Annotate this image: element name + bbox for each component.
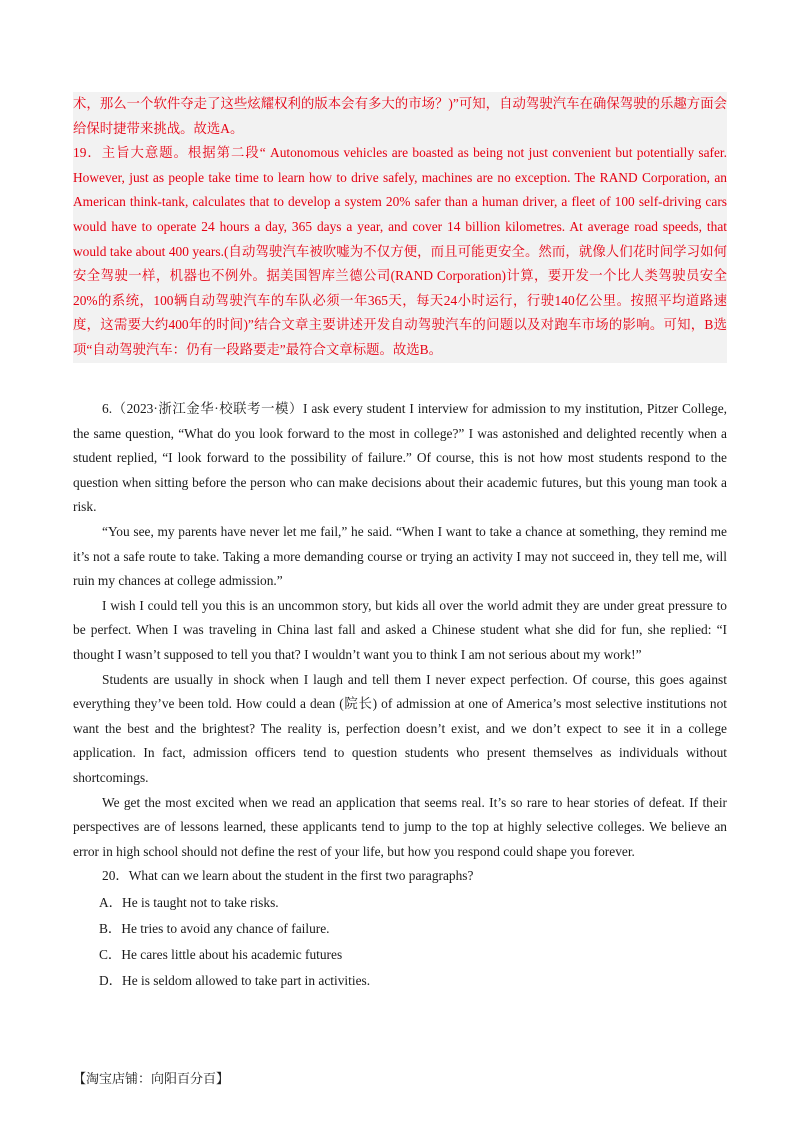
shop-footer: 【淘宝店铺：向阳百分百】 bbox=[73, 1071, 230, 1086]
answer-explanation-19: 19．主旨大意题。根据第二段“ Autonomous vehicles are boasted as being not just convenient but potentially safer. However, just as people take time to learn how to drive safely, machines are no exception. The RAND Corporation, an American think-tank, calculates that to develop a system 20% safer than a human driver, a fleet of 100 self-driving cars would have to operate 24 hours a day, 365 days a year, and cover 14 billion kilometres. At average road speeds, that would take about 400 years.(自动驾驶汽车被吹嘘为不仅方便，而且可能更安全。然而，就像人们花时间学习如何安全驾驶一样，机器也不例外。据美国智库兰德公司(RAND Corporation)计算，要开发一个比人类驾驶员安全20%的系统，100辆自动驾驶汽车的车队必须一年365天，每天24小时运行，行驶140亿公里。按照平均道路速度，这需要大约400年的时间)”结合文章主要讲述开发自动驾驶汽车的问题以及对跑车市场的影响。可知，B选项“自动驾驶汽车：仍有一段路要走”最符合文章标题。故选B。 bbox=[73, 145, 727, 357]
passage-paragraph-4: Students are usually in shock when I laugh and tell them I never expect perfection. Of course, this goes against everything they’ve been told. How could a dean (院长) of admission at one of America’s most selective institutions not want the best and the brightest? The reality is, perfection doesn’t exist, and we don’t expect to see it in a college application. In fact, admission officers tend to question students who present themselves as individuals without shortcomings. bbox=[73, 671, 727, 785]
option-c: C．He cares little about his academic futures bbox=[99, 946, 343, 962]
passage-paragraph-2: “You see, my parents have never let me fail,” he said. “When I want to take a chance at something, they remind me it’s not a safe route to take. Taking a more demanding course or trying an activity I may not succeed in, they tell me, will ruin my chances at college admission.” bbox=[73, 523, 727, 589]
answer-explanation-box bbox=[73, 92, 727, 363]
passage-paragraph-5: We get the most excited when we read an application that seems real. It’s so rare to hear stories of defeat. If their perspectives are of lessons learned, these applicants tend to jump to the top at highly selective colleges. We believe an error in high school should not define the rest of your life, but how you respond could shape you forever. bbox=[73, 794, 727, 859]
reading-passage bbox=[73, 397, 727, 994]
option-d: D．He is seldom allowed to take part in activities. bbox=[99, 972, 371, 988]
question-stem: 20．What can we learn about the student in the first two paragraphs? bbox=[102, 868, 474, 884]
option-b: B．He tries to avoid any chance of failure. bbox=[99, 920, 330, 936]
passage-paragraph-3: I wish I could tell you this is an uncommon story, but kids all over the world admit they are under great pressure to be perfect. When I was traveling in China last fall and asked a Chinese student what she did for fun, she replied: “I thought I wasn’t supposed to tell you that? I wouldn’t want you to think I am not serious about my work!” bbox=[73, 597, 727, 662]
answer-explanation-18: 术，那么一个软件夺走了这些炫耀权利的版本会有多大的市场？)”可知，自动驾驶汽车在确保驾驶的乐趣方面会给保时捷带来挑战。故选A。 bbox=[73, 96, 727, 136]
passage-paragraph-1: 6.（2023·浙江金华·校联考一模）I ask every student I interview for admission to my institution, Pitzer College, the same question, “What do you look forward to the most in college?” I was astonished and delighted recently when a student replied, “I look forward to the possibility of failure.” Of course, this is not how most students respond to the question when sitting before the person who can make decisions about their academic futures, but this young man took a risk. bbox=[73, 401, 727, 515]
answer-options bbox=[73, 890, 727, 994]
option-a: A．He is taught not to take risks. bbox=[99, 894, 279, 910]
